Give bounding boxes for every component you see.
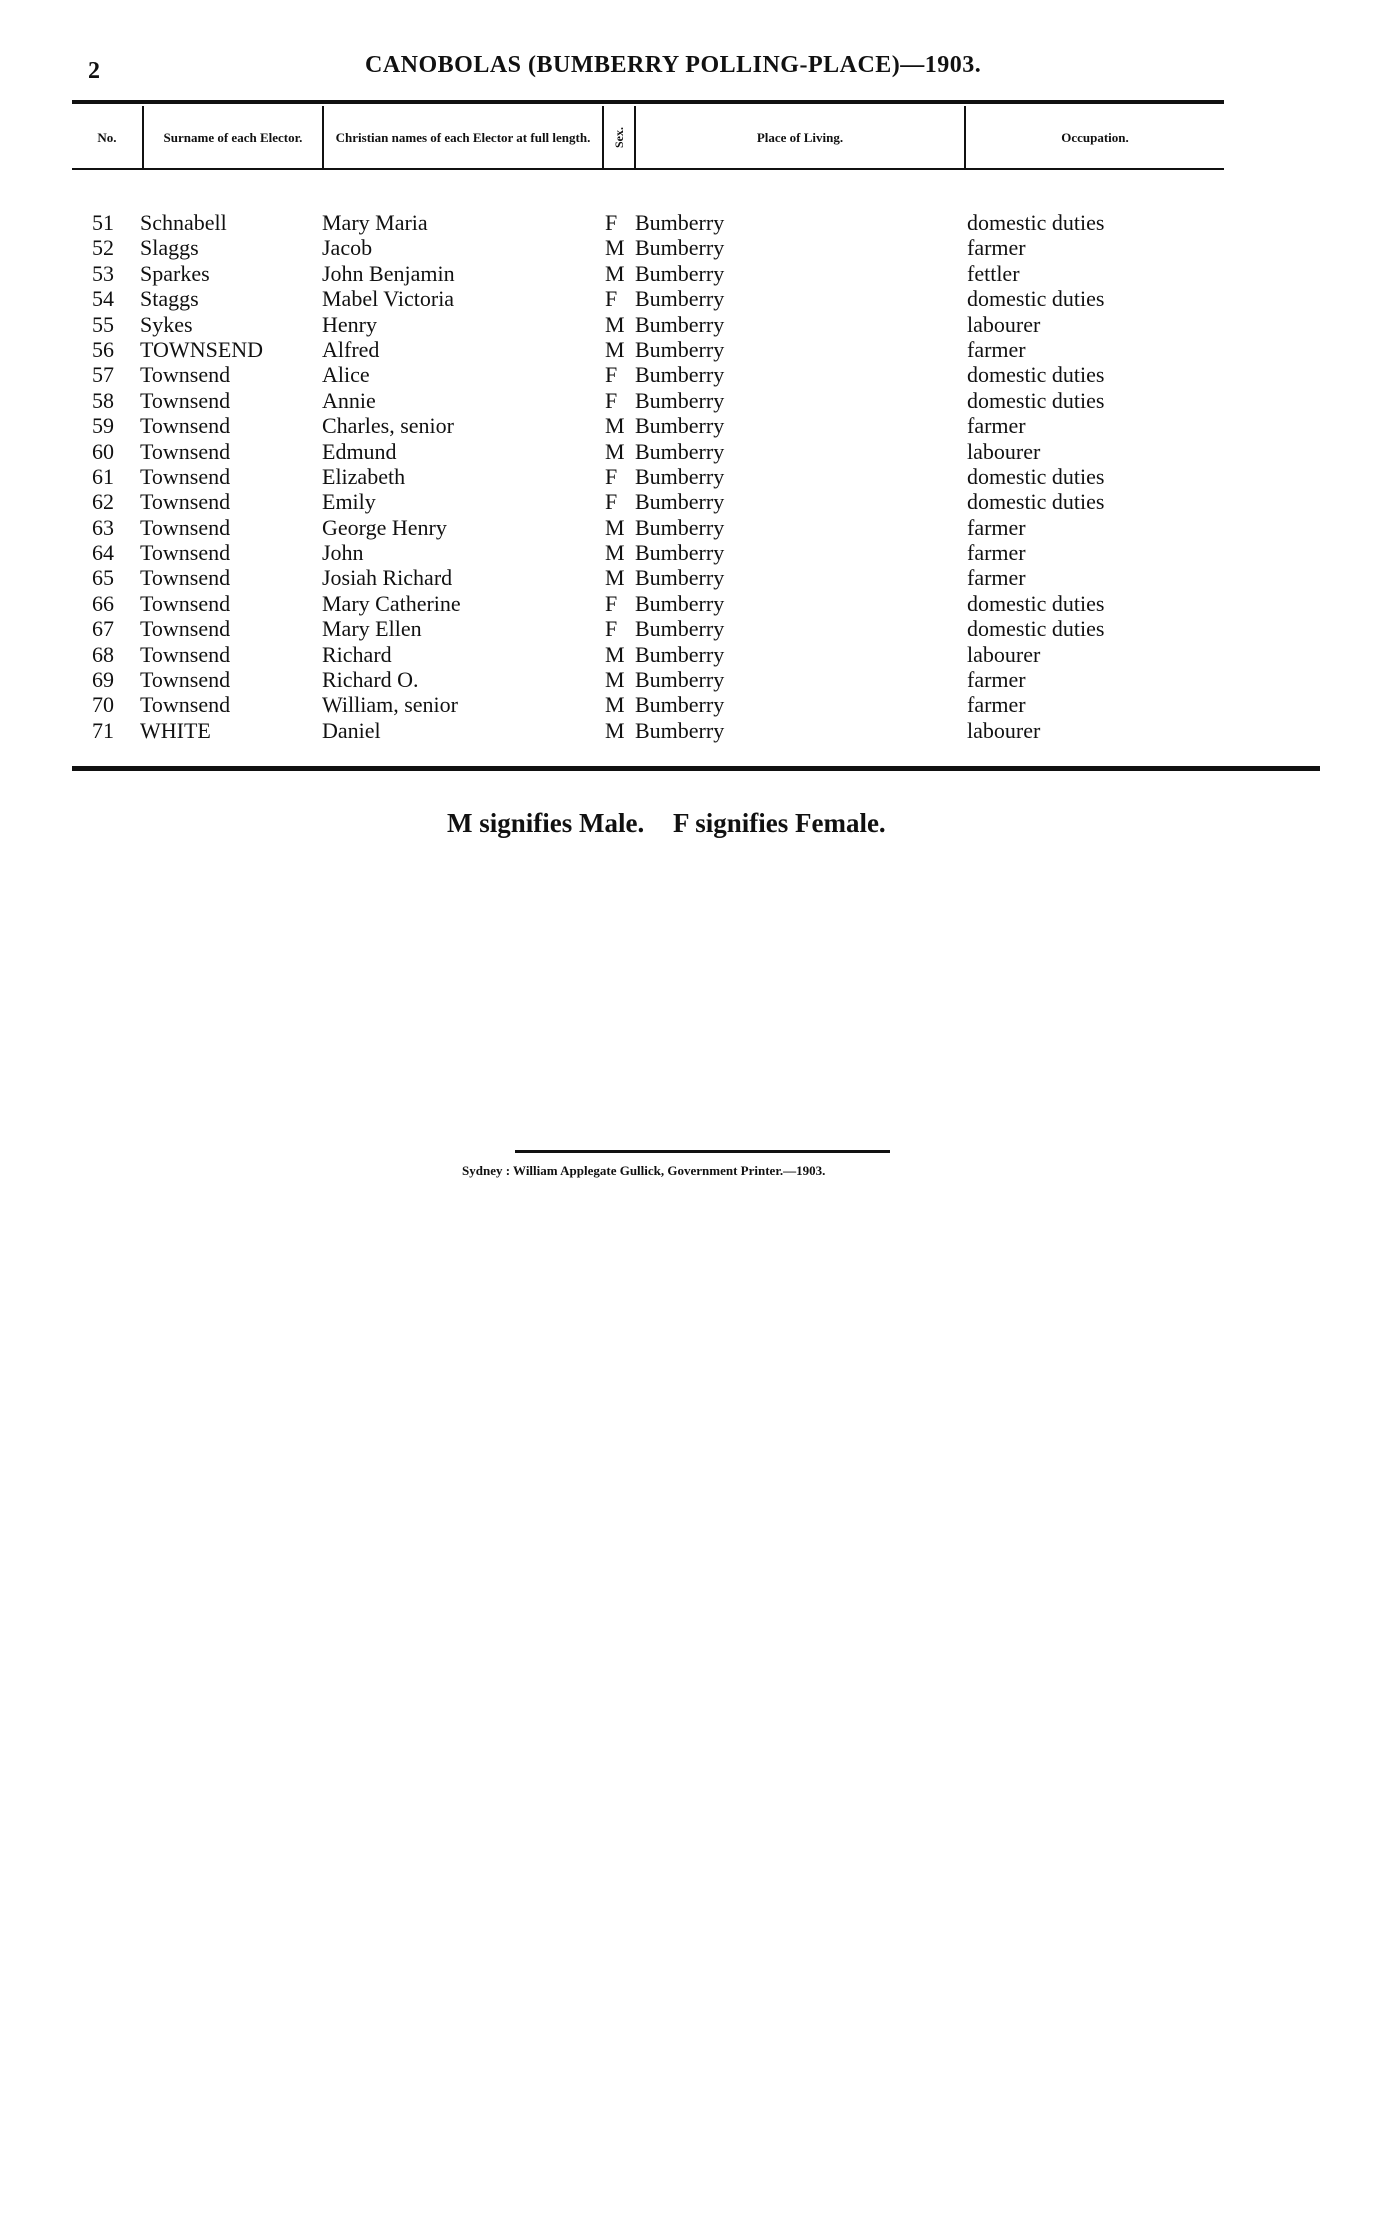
table-row	[72, 591, 1224, 616]
header-occupation: Occupation.	[1061, 129, 1129, 145]
cell-surname: TOWNSEND	[140, 336, 264, 362]
cell-christian-names: Mary Ellen	[322, 616, 422, 642]
cell-no: 64	[92, 540, 114, 566]
cell-sex: M	[605, 311, 625, 337]
cell-no: 69	[92, 667, 114, 693]
cell-christian-names: Henry	[322, 311, 377, 337]
cell-occupation: farmer	[967, 514, 1026, 540]
cell-place-of-living: Bumberry	[635, 286, 725, 312]
cell-no: 65	[92, 565, 114, 591]
cell-christian-names: John Benjamin	[322, 260, 455, 286]
table-row	[72, 692, 1224, 717]
table-body	[72, 210, 1224, 743]
cell-christian-names: Elizabeth	[322, 463, 406, 489]
sex-legend	[447, 808, 908, 839]
cell-occupation: domestic duties	[967, 463, 1105, 489]
cell-no: 59	[92, 413, 114, 439]
cell-surname: Townsend	[140, 565, 231, 591]
cell-surname: Townsend	[140, 387, 231, 413]
cell-place-of-living: Bumberry	[635, 413, 725, 439]
cell-christian-names: George Henry	[322, 514, 447, 540]
cell-christian-names: William, senior	[322, 692, 458, 718]
cell-surname: Townsend	[140, 362, 231, 388]
header-christian-names: Christian names of each Elector at full length.	[324, 106, 604, 168]
cell-no: 68	[92, 641, 114, 667]
cell-no: 61	[92, 463, 114, 489]
cell-christian-names: Jacob	[322, 235, 373, 261]
cell-place-of-living: Bumberry	[635, 311, 725, 337]
cell-christian-names: Emily	[322, 489, 376, 515]
cell-place-of-living: Bumberry	[635, 590, 725, 616]
cell-place-of-living: Bumberry	[635, 540, 725, 566]
table-row	[72, 210, 1224, 235]
cell-christian-names: Alice	[322, 362, 370, 388]
cell-no: 55	[92, 311, 114, 337]
cell-occupation: farmer	[967, 667, 1026, 693]
cell-surname: Townsend	[140, 616, 231, 642]
cell-no: 58	[92, 387, 114, 413]
cell-occupation: domestic duties	[967, 387, 1105, 413]
cell-christian-names: Mary Maria	[322, 210, 428, 235]
cell-surname: Townsend	[140, 438, 231, 464]
cell-place-of-living: Bumberry	[635, 438, 725, 464]
header-surname: Surname of each Elector.	[144, 106, 324, 168]
cell-place-of-living: Bumberry	[635, 260, 725, 286]
cell-occupation: labourer	[967, 717, 1041, 743]
table-row	[72, 337, 1224, 362]
table-row	[72, 235, 1224, 260]
cell-surname: Townsend	[140, 514, 231, 540]
cell-surname: Slaggs	[140, 235, 199, 261]
cell-sex: M	[605, 514, 625, 540]
cell-no: 62	[92, 489, 114, 515]
legend-female: F signifies Female.	[672, 808, 886, 838]
cell-no: 67	[92, 616, 114, 642]
printer-imprint: Sydney : William Applegate Gullick, Government Printer.—1903.	[462, 1163, 826, 1178]
cell-occupation: farmer	[967, 413, 1026, 439]
page-number: 2	[88, 58, 100, 84]
table-row	[72, 489, 1224, 514]
cell-sex: M	[605, 260, 625, 286]
table-row	[72, 413, 1224, 438]
cell-surname: Townsend	[140, 413, 231, 439]
cell-christian-names: Mabel Victoria	[322, 286, 455, 312]
cell-sex: F	[605, 463, 618, 489]
cell-sex: M	[605, 717, 625, 743]
cell-occupation: domestic duties	[967, 489, 1105, 515]
cell-sex: M	[605, 336, 625, 362]
cell-place-of-living: Bumberry	[635, 565, 725, 591]
header-sex	[604, 106, 636, 168]
cell-surname: Townsend	[140, 463, 231, 489]
cell-occupation: domestic duties	[967, 210, 1105, 235]
cell-no: 54	[92, 286, 114, 312]
cell-place-of-living: Bumberry	[635, 235, 725, 261]
table-row	[72, 286, 1224, 311]
header-place-of-living: Place of Living.	[636, 106, 966, 168]
cell-christian-names: Mary Catherine	[322, 590, 461, 616]
table-row	[72, 540, 1224, 565]
cell-place-of-living: Bumberry	[635, 463, 725, 489]
cell-place-of-living: Bumberry	[635, 387, 725, 413]
cell-surname: Sykes	[140, 311, 193, 337]
imprint-rule	[515, 1150, 890, 1153]
cell-no: 56	[92, 336, 114, 362]
cell-occupation: domestic duties	[967, 362, 1105, 388]
table-row	[72, 388, 1224, 413]
cell-no: 52	[92, 235, 114, 261]
cell-no: 57	[92, 362, 114, 388]
table-row	[72, 515, 1224, 540]
table-row	[72, 565, 1224, 590]
cell-surname: Sparkes	[140, 260, 210, 286]
cell-christian-names: Edmund	[322, 438, 397, 464]
cell-surname: Townsend	[140, 540, 231, 566]
cell-christian-names: Richard O.	[322, 667, 419, 693]
cell-occupation: domestic duties	[967, 590, 1105, 616]
cell-place-of-living: Bumberry	[635, 336, 725, 362]
cell-place-of-living: Bumberry	[635, 717, 725, 743]
table-header	[72, 106, 1224, 170]
cell-place-of-living: Bumberry	[635, 514, 725, 540]
cell-surname: Townsend	[140, 590, 231, 616]
cell-occupation: labourer	[967, 641, 1041, 667]
cell-no: 70	[92, 692, 114, 718]
table-row	[72, 616, 1224, 641]
legend-male: M signifies Male.	[447, 808, 645, 838]
cell-sex: M	[605, 540, 625, 566]
cell-sex: F	[605, 362, 618, 388]
cell-occupation: farmer	[967, 235, 1026, 261]
cell-christian-names: Daniel	[322, 717, 381, 743]
cell-surname: Townsend	[140, 489, 231, 515]
cell-place-of-living: Bumberry	[635, 641, 725, 667]
table-row	[72, 312, 1224, 337]
cell-sex: F	[605, 286, 618, 312]
cell-occupation: farmer	[967, 692, 1026, 718]
cell-occupation: fettler	[967, 260, 1020, 286]
cell-no: 66	[92, 590, 114, 616]
cell-no: 71	[92, 717, 114, 743]
cell-occupation: farmer	[967, 336, 1026, 362]
cell-sex: M	[605, 692, 625, 718]
table-row	[72, 642, 1224, 667]
cell-sex: M	[605, 438, 625, 464]
cell-occupation: labourer	[967, 311, 1041, 337]
header-no: No.	[72, 106, 144, 168]
cell-surname: Staggs	[140, 286, 199, 312]
cell-occupation: domestic duties	[967, 616, 1105, 642]
cell-no: 51	[92, 210, 114, 235]
cell-occupation: farmer	[967, 565, 1026, 591]
cell-christian-names: Annie	[322, 387, 376, 413]
table-row	[72, 362, 1224, 387]
cell-sex: M	[605, 641, 625, 667]
cell-sex: F	[605, 616, 618, 642]
cell-occupation: labourer	[967, 438, 1041, 464]
cell-sex: M	[605, 565, 625, 591]
cell-no: 53	[92, 260, 114, 286]
table-row	[72, 464, 1224, 489]
table-row	[72, 439, 1224, 464]
table-row	[72, 667, 1224, 692]
cell-no: 63	[92, 514, 114, 540]
cell-place-of-living: Bumberry	[635, 667, 725, 693]
cell-sex: M	[605, 235, 625, 261]
bottom-rule	[72, 766, 1320, 771]
cell-surname: Townsend	[140, 641, 231, 667]
cell-sex: M	[605, 667, 625, 693]
top-rule	[72, 100, 1224, 104]
cell-no: 60	[92, 438, 114, 464]
page-title: CANOBOLAS (BUMBERRY POLLING-PLACE)—1903.	[365, 52, 982, 78]
cell-surname: Schnabell	[140, 210, 227, 235]
table-row	[72, 261, 1224, 286]
cell-surname: Townsend	[140, 692, 231, 718]
cell-sex: F	[605, 387, 618, 413]
cell-place-of-living: Bumberry	[635, 692, 725, 718]
cell-place-of-living: Bumberry	[635, 210, 725, 235]
cell-occupation: farmer	[967, 540, 1026, 566]
cell-sex: F	[605, 590, 618, 616]
cell-place-of-living: Bumberry	[635, 616, 725, 642]
cell-place-of-living: Bumberry	[635, 362, 725, 388]
cell-place-of-living: Bumberry	[635, 489, 725, 515]
header-sex-label: Sex.	[611, 126, 626, 148]
cell-surname: Townsend	[140, 667, 231, 693]
cell-occupation: domestic duties	[967, 286, 1105, 312]
cell-christian-names: Alfred	[322, 336, 380, 362]
cell-christian-names: Richard	[322, 641, 392, 667]
cell-christian-names: Josiah Richard	[322, 565, 453, 591]
cell-christian-names: Charles, senior	[322, 413, 454, 439]
cell-sex: F	[605, 489, 618, 515]
cell-christian-names: John	[322, 540, 364, 566]
cell-surname: WHITE	[140, 717, 211, 743]
table-row	[72, 718, 1224, 743]
cell-sex: M	[605, 413, 625, 439]
cell-sex: F	[605, 210, 618, 235]
